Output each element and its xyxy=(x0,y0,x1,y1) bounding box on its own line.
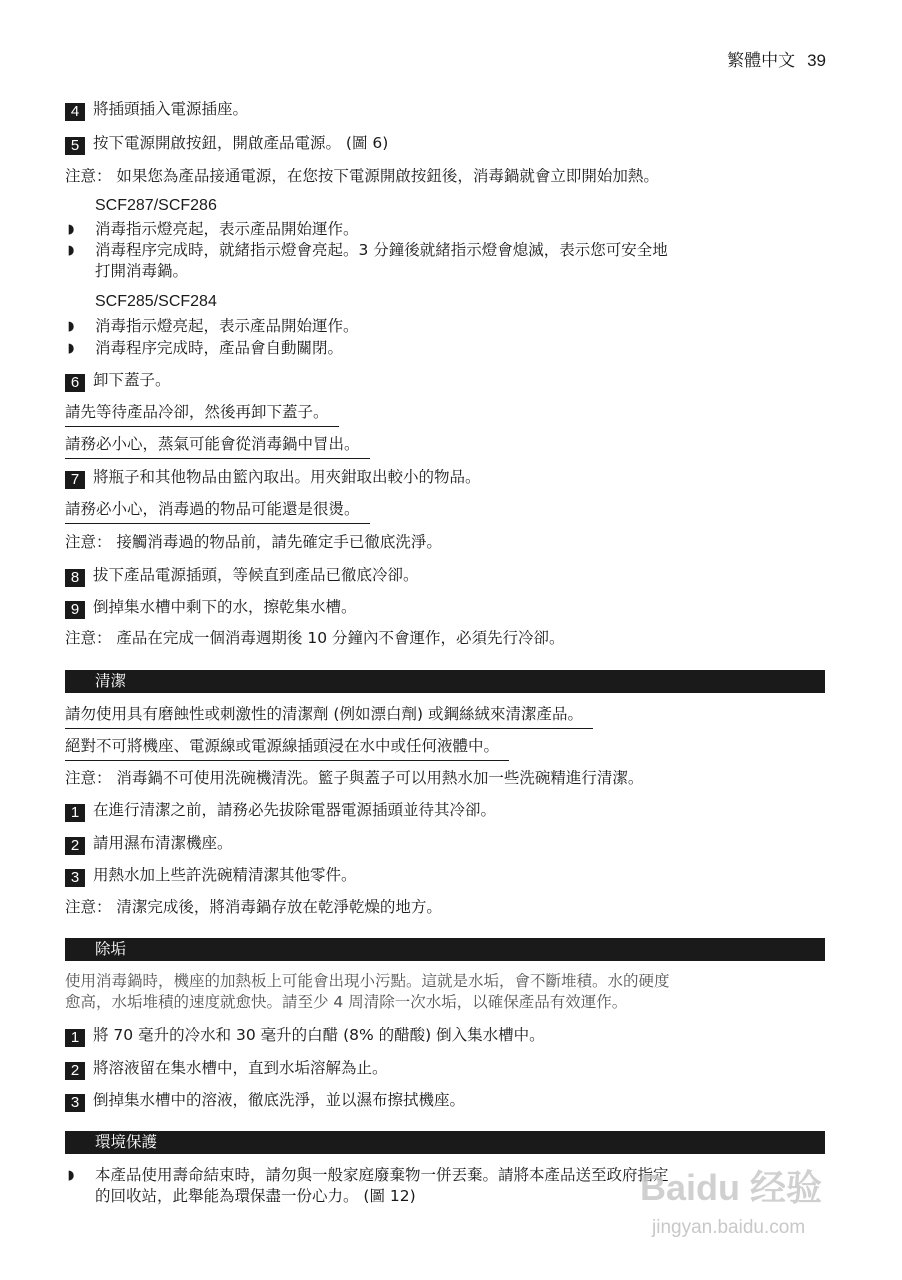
warning xyxy=(65,736,509,761)
step-number: 2 xyxy=(65,837,85,855)
section-bar-descaling xyxy=(65,938,825,961)
warning xyxy=(65,704,593,729)
step-6 xyxy=(65,370,171,392)
step-number: 5 xyxy=(65,137,85,155)
watermark-url: jingyan.baidu.com xyxy=(652,1217,806,1238)
step-number: 4 xyxy=(65,103,85,121)
bullet-icon: ◗ xyxy=(67,319,75,334)
section-bar-environment xyxy=(65,1131,825,1154)
model-heading: SCF285/SCF284 xyxy=(95,293,217,310)
step-text: 將溶液留在集水槽中，直到水垢溶解為止。 xyxy=(93,1059,388,1077)
step-text: 請用濕布清潔機座。 xyxy=(93,834,233,852)
step-9 xyxy=(65,597,357,619)
step-number: 1 xyxy=(65,804,85,822)
step-number: 2 xyxy=(65,1062,85,1080)
step-7 xyxy=(65,467,481,489)
step-text: 將插頭插入電源插座。 xyxy=(93,100,249,118)
bullet-icon: ◗ xyxy=(67,1168,75,1183)
bullet-text: 消毒指示燈亮起，表示產品開始運作。 xyxy=(95,220,359,238)
step-number: 1 xyxy=(65,1029,85,1047)
note-dishwasher: 注意： 消毒鍋不可使用洗碗機清洗。籃子與蓋子可以用熱水加一些洗碗精進行清潔。 xyxy=(65,769,644,787)
bullet-text: 消毒程序完成時，產品會自動關閉。 xyxy=(95,339,344,357)
warning xyxy=(65,402,339,427)
step-text: 用熱水加上些許洗碗精清潔其他零件。 xyxy=(93,866,357,884)
step-number: 3 xyxy=(65,1094,85,1112)
step-text: 將瓶子和其他物品由籃內取出。用夾鉗取出較小的物品。 xyxy=(93,468,481,486)
note-power: 注意： 如果您為產品接通電源，在您按下電源開啟按鈕後，消毒鍋就會立即開始加熱。 xyxy=(65,167,659,185)
step-text: 拔下產品電源插頭，等候直到產品已徹底冷卻。 xyxy=(93,566,419,584)
note-cooldown: 注意： 產品在完成一個消毒週期後 10 分鐘內不會運作，必須先行冷卻。 xyxy=(65,629,565,647)
step-text: 在進行清潔之前，請務必先拔除電器電源插頭並待其冷卻。 xyxy=(93,801,497,819)
bullet-icon: ◗ xyxy=(67,341,75,356)
step-text: 倒掉集水槽中的溶液，徹底洗淨，並以濕布擦拭機座。 xyxy=(93,1091,466,1109)
bullet-icon: ◗ xyxy=(67,222,75,237)
step-number: 7 xyxy=(65,471,85,489)
section-bar-cleaning xyxy=(65,670,825,693)
clean-step-1 xyxy=(65,800,496,822)
watermark-logo: Baidu 经验 xyxy=(640,1167,823,1208)
bullet-text: 消毒程序完成時，就緒指示燈會亮起。3 分鐘後就緒指示燈會熄滅，表示您可安全地 xyxy=(95,241,668,259)
step-number: 9 xyxy=(65,601,85,619)
env-text: 本產品使用壽命結束時，請勿與一般家庭廢棄物一併丟棄。請將本產品送至政府指定 xyxy=(95,1166,669,1184)
warning xyxy=(65,499,370,524)
section-title: 除垢 xyxy=(95,940,127,958)
descale-step-2 xyxy=(65,1058,388,1080)
step-text: 卸下蓋子。 xyxy=(93,371,171,389)
section-title: 繁體中文 xyxy=(727,51,796,71)
section-title: 環境保護 xyxy=(95,1133,158,1151)
clean-step-3 xyxy=(65,865,357,887)
step-number: 3 xyxy=(65,869,85,887)
bullet-text: 打開消毒鍋。 xyxy=(95,262,189,280)
descaling-intro: 愈高，水垢堆積的速度就愈快。請至少 4 周清除一次水垢，以確保產品有效運作。 xyxy=(65,993,628,1011)
descale-step-3 xyxy=(65,1090,465,1112)
bullet-text: 消毒指示燈亮起，表示產品開始運作。 xyxy=(95,317,359,335)
step-8 xyxy=(65,565,419,587)
warning-text: 請勿使用具有磨蝕性或刺激性的清潔劑 (例如漂白劑) 或鋼絲絨來清潔產品。 xyxy=(65,704,593,729)
warning-text: 請務必小心，消毒過的物品可能還是很燙。 xyxy=(65,499,370,524)
warning-text: 絕對不可將機座、電源線或電源線插頭浸在水中或任何液體中。 xyxy=(65,736,509,761)
step-5 xyxy=(65,133,388,155)
page-header xyxy=(727,46,826,71)
model-heading: SCF287/SCF286 xyxy=(95,197,217,214)
bullet-icon: ◗ xyxy=(67,243,75,258)
step-number: 8 xyxy=(65,569,85,587)
env-text: 的回收站，此舉能為環保盡一份心力。 (圖 12) xyxy=(95,1187,416,1205)
step-text: 將 70 毫升的冷水和 30 毫升的白醋 (8% 的醋酸) 倒入集水槽中。 xyxy=(93,1026,545,1044)
note-storage: 注意： 清潔完成後，將消毒鍋存放在乾淨乾燥的地方。 xyxy=(65,898,442,916)
step-text: 倒掉集水槽中剩下的水，擦乾集水槽。 xyxy=(93,598,357,616)
step-number: 6 xyxy=(65,374,85,392)
descaling-intro: 使用消毒鍋時，機座的加熱板上可能會出現小污點。這就是水垢，會不斷堆積。水的硬度 xyxy=(65,972,670,990)
clean-step-2 xyxy=(65,833,233,855)
section-title: 清潔 xyxy=(95,672,127,690)
warning-text: 請先等待產品冷卻，然後再卸下蓋子。 xyxy=(65,402,339,427)
step-4 xyxy=(65,99,248,121)
warning-text: 請務必小心，蒸氣可能會從消毒鍋中冒出。 xyxy=(65,434,370,459)
page-number: 39 xyxy=(807,51,826,70)
warning xyxy=(65,434,370,459)
step-text: 按下電源開啟按鈕，開啟產品電源。 (圖 6) xyxy=(93,134,389,152)
note-hands: 注意： 接觸消毒過的物品前，請先確定手已徹底洗淨。 xyxy=(65,533,442,551)
descale-step-1 xyxy=(65,1025,545,1047)
